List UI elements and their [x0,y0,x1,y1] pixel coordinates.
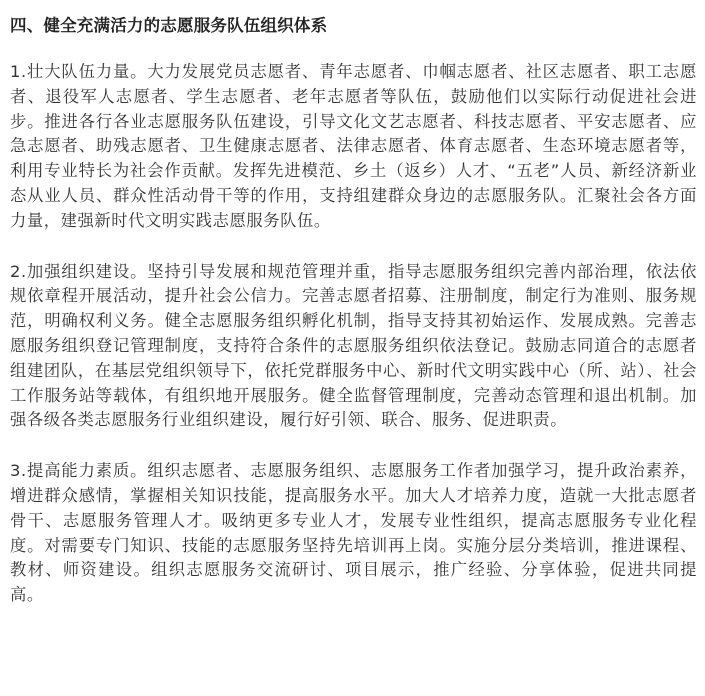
paragraph-capability: 3.提高能力素质。组织志愿者、志愿服务组织、志愿服务工作者加强学习，提升政治素养，增进群众感情，掌握相关知识技能，提高服务水平。加大人才培养力度，造就一大批志愿者骨干、志愿服务管理人才。吸纳更多专业人才，发展专业性组织，提高志愿服务专业化程度。对需要专门知识、技能的志愿服务坚持先培训再上岗。实施分层分类培训，推进课程、教材、师资建设。组织志愿服务交流研讨、项目展示，推广经验、分享体验，促进共同提高。 [10,461,697,605]
paragraph-strengthen-team: 1.壮大队伍力量。大力发展党员志愿者、青年志愿者、巾帼志愿者、社区志愿者、职工志愿者、退役军人志愿者、学生志愿者、老年志愿者等队伍，鼓励他们以实际行动促进社会进步。推进各行各业志愿服务队伍建设，引导文化文艺志愿者、科技志愿者、平安志愿者、应急志愿者、助残志愿者、卫生健康志愿者、法律志愿者、体育志愿者、生态环境志愿者等，利用专业特长为社会作贡献。发挥先进模范、乡土（返乡）人才、“五老”人员、新经济新业态从业人员、群众性活动骨干等的作用，支持组建群众身边的志愿服务队。汇聚社会各方面力量，建强新时代文明实践志愿服务队伍。 [10,62,697,230]
paragraph-organization-building: 2.加强组织建设。坚持引导发展和规范管理并重，指导志愿服务组织完善内部治理，依法依规依章程开展活动，提升社会公信力。完善志愿者招募、注册制度，制定行为准则、服务规范，明确权利义务。健全志愿服务组织孵化机制，指导支持其初始运作、发展成熟。完善志愿服务组织登记管理制度，支持符合条件的志愿服务组织依法登记。鼓励志同道合的志愿者组建团队，在基层党组织领导下，依托党群服务中心、新时代文明实践中心（所、站）、社会工作服务站等载体，有组织地开展服务。健全监督管理制度，完善动态管理和退出机制。加强各级各类志愿服务行业组织建设，履行好引领、联合、服务、促进职责。 [10,261,697,430]
spacer [10,38,697,60]
spacer [10,433,697,459]
section-heading: 四、健全充满活力的志愿服务队伍组织体系 [10,16,328,35]
spacer [10,234,697,260]
